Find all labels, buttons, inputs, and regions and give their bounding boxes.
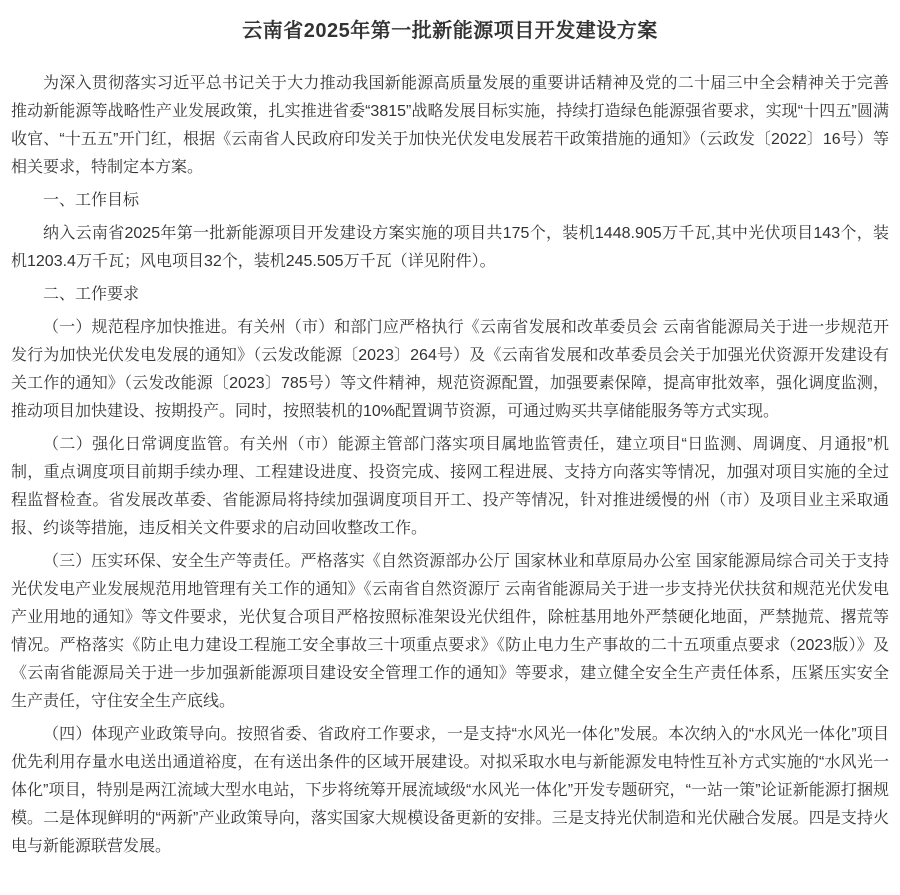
document-body — [11, 70, 889, 861]
paragraph: （四）体现产业政策导向。按照省委、省政府工作要求，一是支持“水风光一体化”发展。本次纳入的“水风光一体化”项目优先利用存量水电送出通道裕度，在有送出条件的区域开展建设。对拟采取水电与新能源发电特性互补方式实施的“水风光一体化”项目，特别是两江流域大型水电站，下步将统筹开展流域级“水风光一体化”开发专题研究，“一站一策”论证新能源打捆规模。二是体现鲜明的“两新”产业政策导向，落实国家大规模设备更新的安排。三是支持光伏制造和光伏融合发展。四是支持火电与新能源联营发展。 — [11, 726, 889, 855]
paragraph: 纳入云南省2025年第一批新能源项目开发建设方案实施的项目共175个，装机1448.905万千瓦,其中光伏项目143个，装机1203.4万千瓦；风电项目32个，装机245.505万千瓦（详见附件）。 — [11, 225, 889, 270]
document-title: 云南省2025年第一批新能源项目开发建设方案 — [242, 20, 658, 42]
paragraph: （三）压实环保、安全生产等责任。严格落实《自然资源部办公厅 国家林业和草原局办公室 国家能源局综合司关于支持光伏发电产业发展规范用地管理有关工作的通知》《云南省自然资源厅 云南省能源局关于进一步支持光伏扶贫和规范光伏发电产业用地的通知》等文件要求，光伏复合项目严格按照标准架设光伏组件，除桩基用地外严禁硬化地面，严禁抛荒、撂荒等情况。严格落实《防止电力建设工程施工安全事故三十项重点要求》《防止电力生产事故的二十五项重点要求（2023版）》及《云南省能源局关于进一步加强新能源项目建设安全管理工作的通知》等要求，建立健全安全生产责任体系，压紧压实安全生产责任，守住安全生产底线。 — [11, 553, 889, 710]
section-heading: 二、工作要求 — [43, 286, 140, 303]
paragraph: （一）规范程序加快推进。有关州（市）和部门应严格执行《云南省发展和改革委员会 云南省能源局关于进一步规范开发行为加快光伏发电发展的通知》（云发改能源〔2023〕264号）及《云南省发展和改革委员会关于加强光伏资源开发建设有关工作的通知》（云发改能源〔2023〕785号）等文件精神，规范资源配置，加强要素保障，提高审批效率，强化调度监测，推动项目加快建设、按期投产。同时，按照装机的10%配置调节资源，可通过购买共享储能服务等方式实现。 — [11, 319, 889, 420]
document — [0, 14, 900, 861]
section-heading: 一、工作目标 — [43, 192, 140, 209]
paragraph: 为深入贯彻落实习近平总书记关于大力推动我国新能源高质量发展的重要讲话精神及党的二十届三中全会精神关于完善推动新能源等战略性产业发展政策，扎实推进省委“3815”战略发展目标实施，持续打造绿色能源强省要求，实现“十四五”圆满收官、“十五五”开门红，根据《云南省人民政府印发关于加快光伏发电发展若干政策措施的通知》（云政发〔2022〕16号）等相关要求，特制定本方案。 — [11, 75, 889, 176]
paragraph: （二）强化日常调度监管。有关州（市）能源主管部门落实项目属地监管责任，建立项目“日监测、周调度、月通报”机制，重点调度项目前期手续办理、工程建设进度、投资完成、接网工程进展、支持方向落实等情况，加强对项目实施的全过程监督检查。省发展改革委、省能源局将持续加强调度项目开工、投产等情况，针对推进缓慢的州（市）及项目业主采取通报、约谈等措施，违反相关文件要求的启动回收整改工作。 — [11, 436, 889, 537]
